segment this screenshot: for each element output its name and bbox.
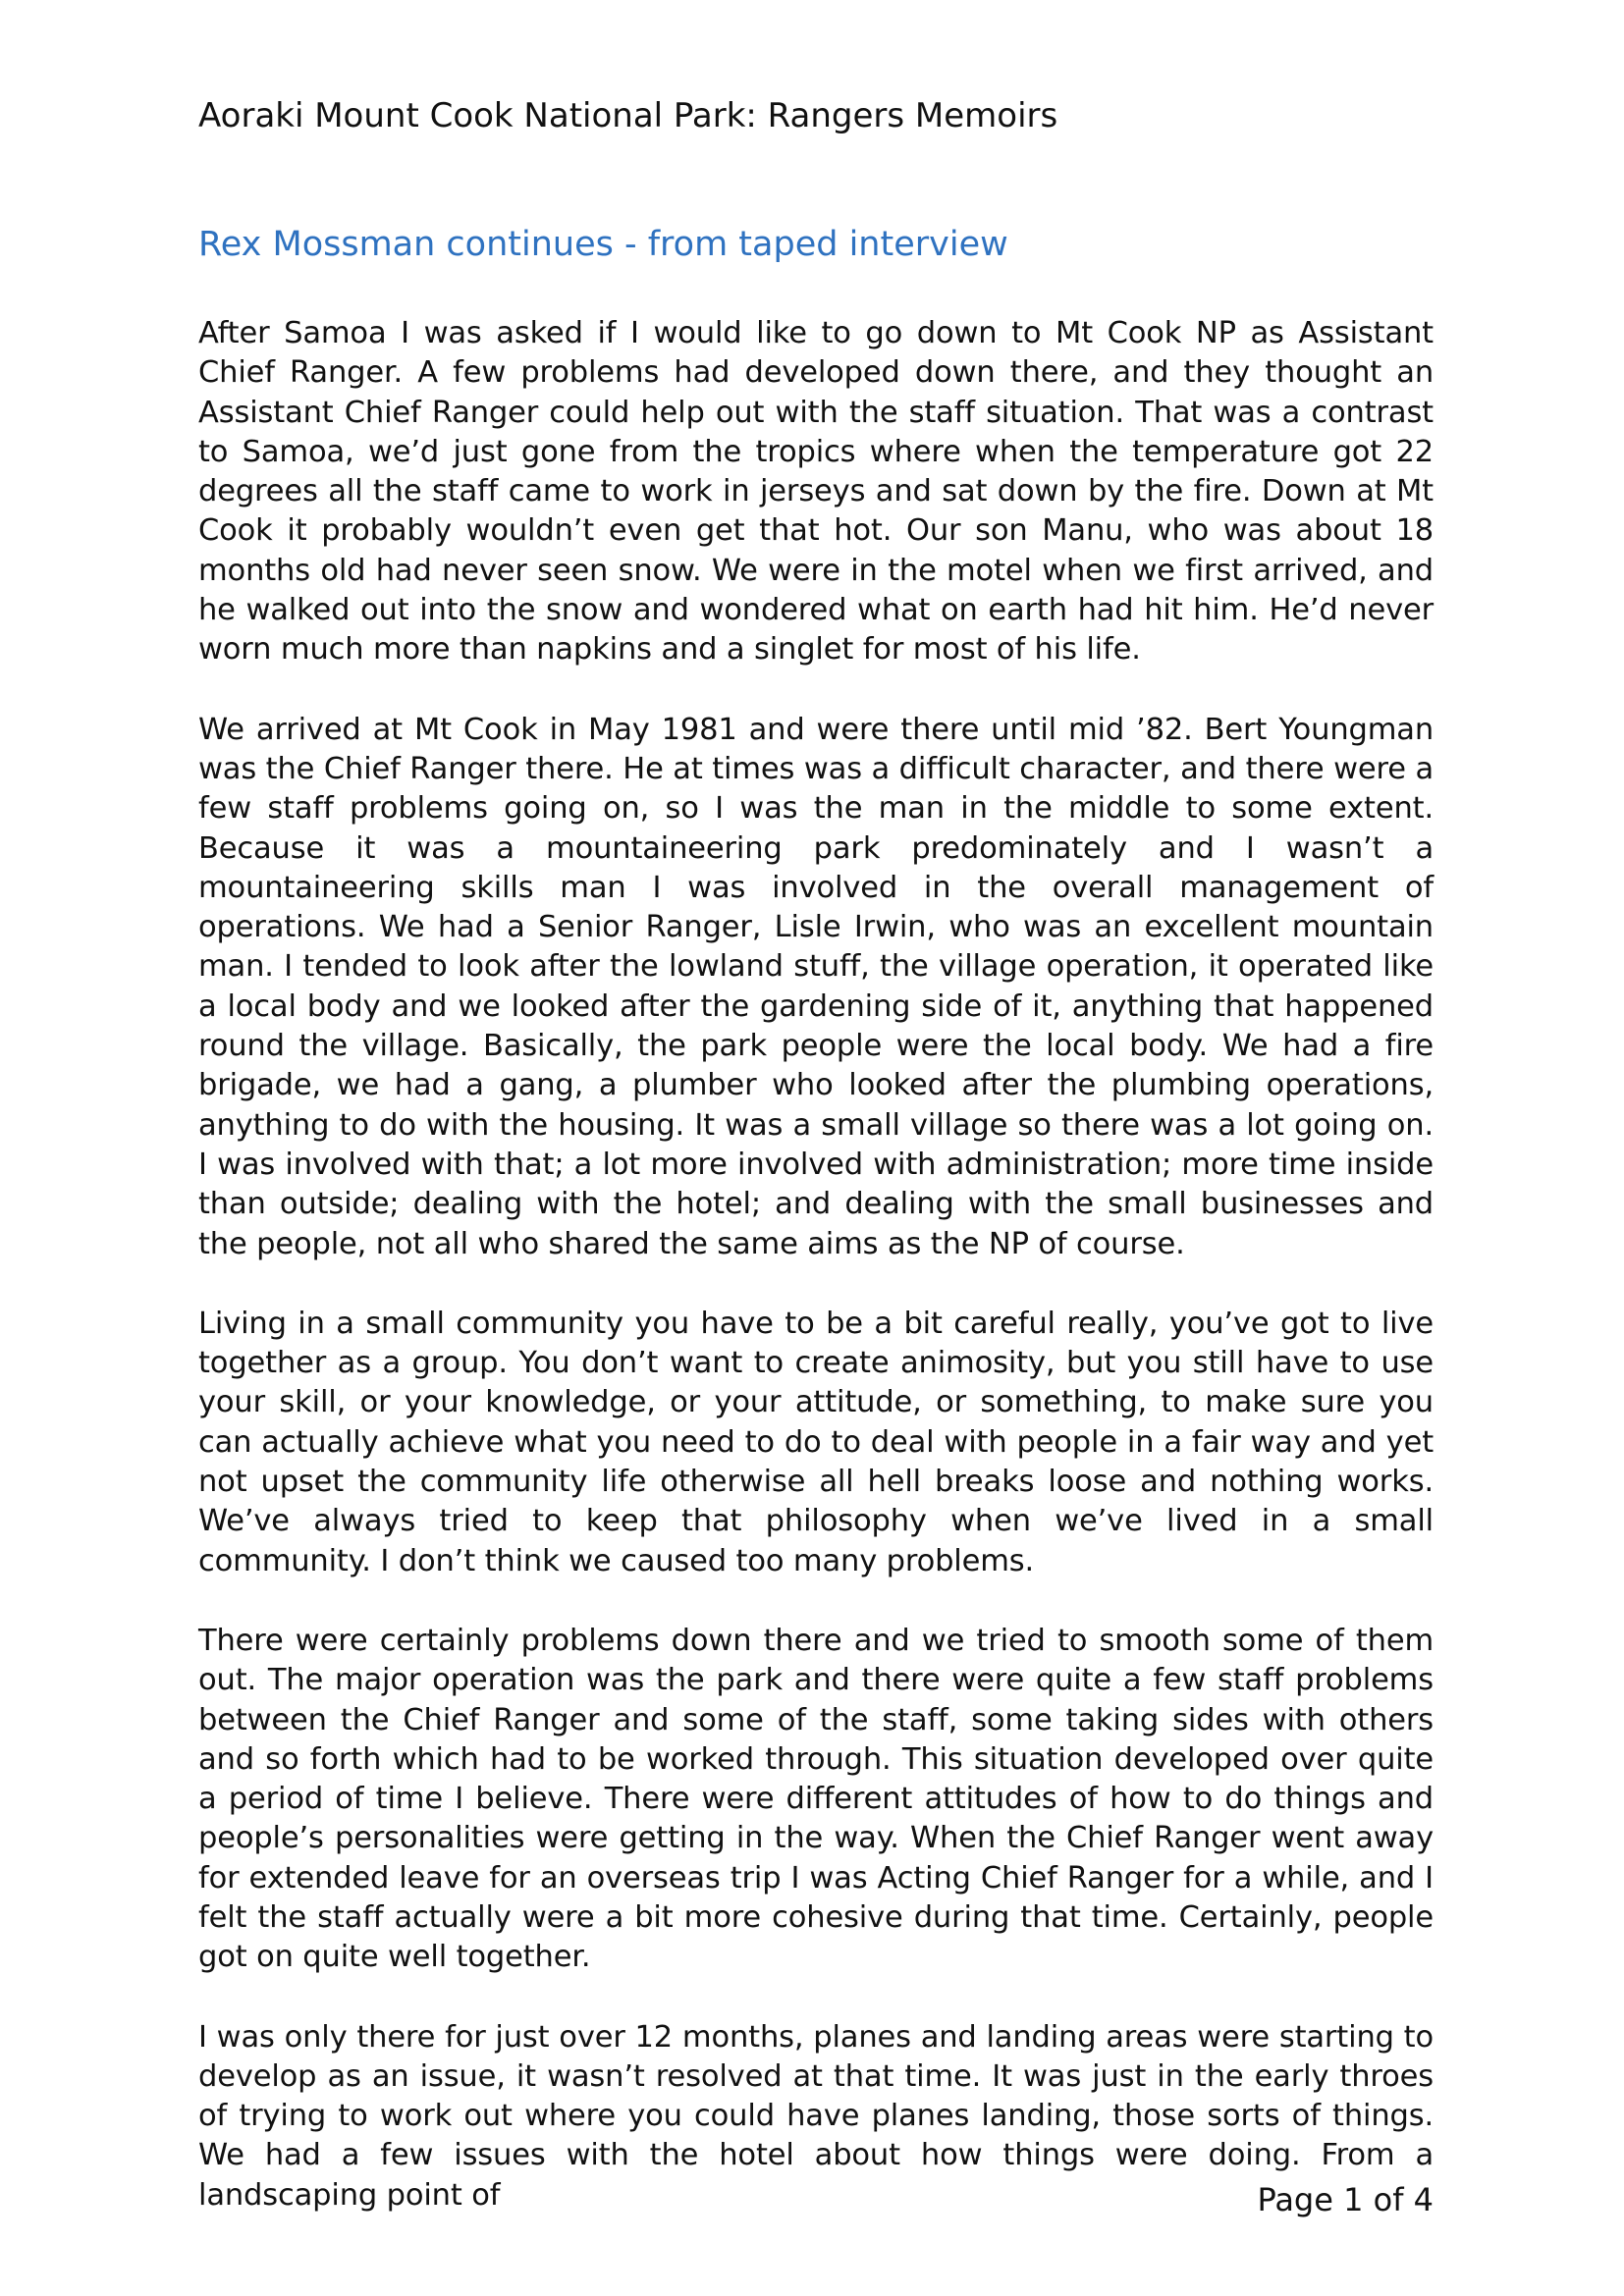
paragraph-3: Living in a small community you have to be a bit careful really, you’ve got to live together as a group. You don’t want to create animosity, but you still have to use your skill, or your knowledge, or your attitude, or something, to make sure you can actually achieve what you need to do to deal with people in a fair way and yet not upset the community life otherwise all hell breaks loose and nothing works. We’ve always tried to keep that philosophy when we’ve lived in a small community. I don’t think we caused too many problems.	[198, 1306, 1434, 1578]
paragraph-4: There were certainly problems down there and we tried to smooth some of them out. The major operation was the park and there were quite a few staff problems between the Chief Ranger and some of the staff, some taking sides with others and so forth which had to be worked through. This situation developed over quite a period of time I believe. There were different attitudes of how to do things and people’s personalities were getting in the way. When the Chief Ranger went away for extended leave for an overseas trip I was Acting Chief Ranger for a while, and I felt the staff actually were a bit more cohesive during that time. Certainly, people got on quite well together.	[198, 1623, 1434, 1975]
paragraph-1: After Samoa I was asked if I would like to go down to Mt Cook NP as Assistant Chief Ranger. A few problems had developed down there, and they thought an Assistant Chief Ranger could help out with the staff situation. That was a contrast to Samoa, we’d just gone from the tropics where when the temperature got 22 degrees all the staff came to work in jerseys and sat down by the fire. Down at Mt Cook it probably wouldn’t even get that hot. Our son Manu, who was about 18 months old had never seen snow. We were in the motel when we first arrived, and he walked out into the snow and wondered what on earth had hit him. He’d never worn much more than napkins and a singlet for most of his life.	[198, 316, 1434, 667]
paragraph-2: We arrived at Mt Cook in May 1981 and were there until mid ’82. Bert Youngman was the Chief Ranger there. He at times was a difficult character, and there were a few staff problems going on, so I was the man in the middle to some extent. Because it was a mountaineering park predominately and I wasn’t a mountaineering skills man I was involved in the overall management of operations. We had a Senior Ranger, Lisle Irwin, who was an excellent mountain man. I tended to look after the lowland stuff, the village operation, it operated like a local body and we looked after the gardening side of it, anything that happened round the village. Basically, the park people were the local body. We had a fire brigade, we had a gang, a plumber who looked after the plumbing operations, anything to do with the housing. It was a small village so there was a lot going on. I was involved with that; a lot more involved with administration; more time inside than outside; dealing with the hotel; and dealing with the small businesses and the people, not all who shared the same aims as the NP of course.	[198, 712, 1434, 1261]
document-body	[198, 314, 1434, 2256]
paragraph-5: I was only there for just over 12 months, planes and landing areas were starting to develop as an issue, it wasn’t resolved at that time. It was just in the early throes of trying to work out where you could have planes landing, those sorts of things. We had a few issues with the hotel about how things were doing. From a landscaping point of	[198, 2019, 1434, 2213]
document-title: Aoraki Mount Cook National Park: Rangers Memoirs	[198, 96, 1058, 135]
page-number: Page 1 of 4	[1257, 2181, 1434, 2218]
section-heading: Rex Mossman continues - from taped interview	[198, 225, 1008, 264]
